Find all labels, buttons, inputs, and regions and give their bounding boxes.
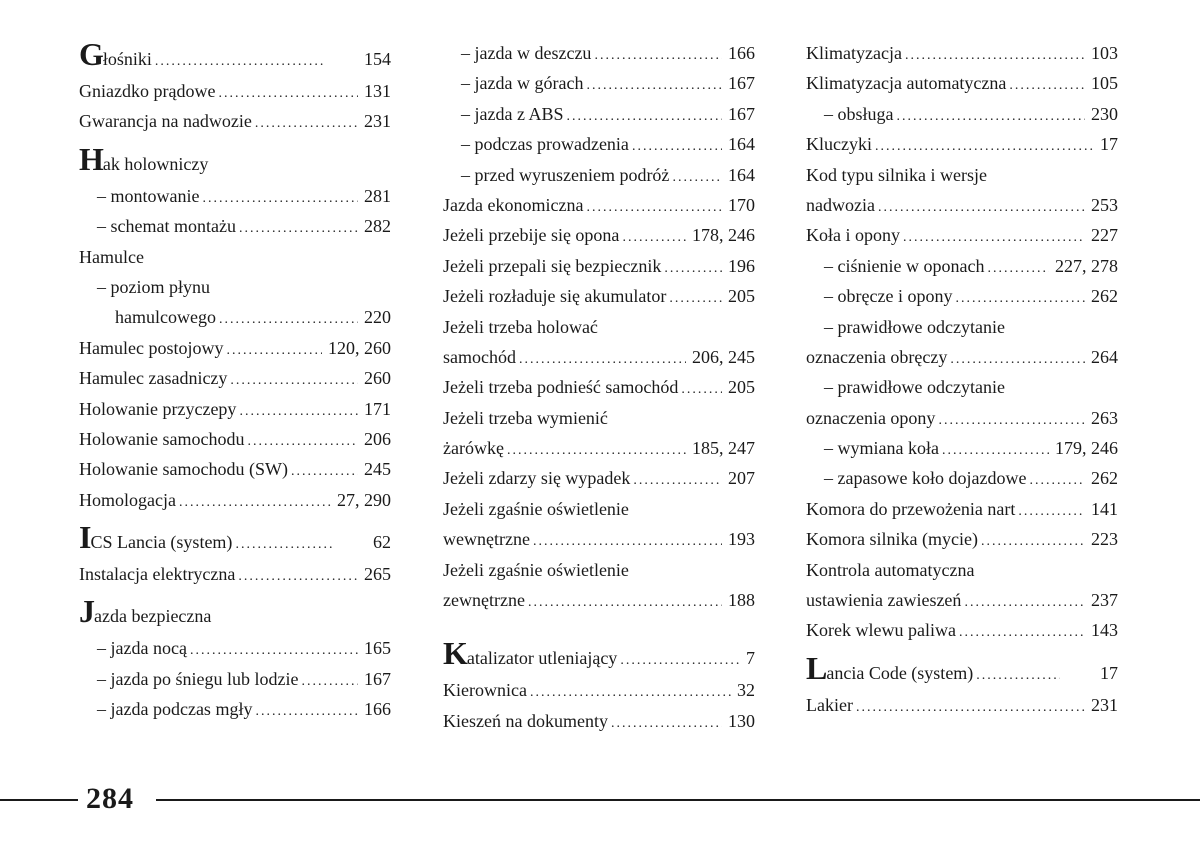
index-entry [443,403,755,433]
dot-leader [632,132,722,162]
index-entry-page: 193 [728,529,755,550]
index-entry-page: 262 [1091,468,1118,489]
index-entry-page: 120, 260 [328,337,391,358]
index-entry-page: 143 [1091,620,1118,641]
index-entry-label [806,649,974,693]
index-entry-label: – wymiana koła [824,438,939,459]
index-entry [806,99,1118,129]
index-entry-label: Jeżeli zgaśnie oświetlenie [443,559,629,580]
index-entry [79,211,391,241]
index-entry-label: – jazda nocą [97,638,187,659]
dot-leader [681,375,722,405]
index-entry [806,251,1118,281]
index-entry-page: 263 [1091,407,1118,428]
index-entry-label: – poziom płynu [97,276,210,297]
dot-leader [530,678,731,708]
section-term: łośniki [102,49,152,69]
dot-leader [976,656,1060,696]
dot-leader [938,406,1085,436]
index-entry-page: 17 [1100,662,1118,683]
index-entry-page: 141 [1091,498,1118,519]
index-entry-page: 62 [373,532,391,553]
index-entry-label: Holowanie samochodu (SW) [79,459,288,480]
index-entry-label: – schemat montażu [97,216,236,237]
index-entry-label: – zapasowe koło dojazdowe [824,468,1027,489]
index-entry-page: 131 [364,81,391,101]
index-entry-label: hamulcowego [115,307,216,328]
index-entry [443,38,755,68]
index-entry-label: Gwarancja na nadwozie [79,111,252,132]
index-entry-label: – jazda podczas mgły [97,699,253,720]
dot-leader [669,284,722,314]
dot-leader [622,223,686,253]
index-entry-label: Holowanie samochodu [79,428,245,449]
index-entry-page: 170 [728,194,755,215]
dot-leader [239,214,358,244]
index-entry-label: – prawidłowe odczytanie [824,316,1005,337]
index-entry-label: Klimatyzacja [806,43,902,63]
index-entry-label: nadwozia [806,194,875,215]
index-entry-page: 231 [364,111,391,132]
index-entry [79,694,391,724]
dot-leader [218,79,358,109]
index-entry [806,129,1118,159]
index-entry-label: – ciśnienie w oponach [824,255,985,276]
dot-leader [1018,497,1085,527]
index-entry [806,555,1118,585]
dot-leader [507,436,686,466]
index-entry [79,424,391,454]
dot-leader [955,284,1085,314]
index-entry [806,494,1118,524]
index-column-1 [79,38,391,725]
index-entry-page: 167 [364,668,391,689]
index-entry-page: 281 [364,185,391,206]
index-entry-page: 17 [1100,134,1118,155]
section-initial: I [79,519,91,556]
index-entry-page: 206 [364,428,391,449]
index-entry [443,281,755,311]
index-entry [443,160,755,190]
dot-leader [202,184,358,214]
index-entry [443,190,755,220]
index-entry-label: oznaczenia opony [806,407,936,428]
index-entry [79,76,391,106]
index-entry [443,637,755,675]
index-entry-page: 167 [728,73,755,94]
index-entry-page: 179, 246 [1055,438,1118,459]
index-entry-page: 260 [364,368,391,389]
index-entry-page: 166 [364,699,391,720]
index-entry [443,555,755,585]
index-entry-page: 227 [1091,225,1118,246]
index-entry-label: – jazda po śniegu lub lodzie [97,668,299,689]
index-entry [443,372,755,402]
index-entry-page: 230 [1091,103,1118,124]
dot-leader [964,588,1085,618]
dot-leader [987,254,1049,284]
dot-leader [226,336,322,366]
index-entry-page: 130 [728,710,755,731]
dot-leader [1029,466,1085,496]
section-initial: L [806,649,827,686]
index-entry-page: 171 [364,398,391,419]
index-entry [443,129,755,159]
dot-leader [586,71,722,101]
index-entry [443,494,755,524]
index-entry-label: – jazda w deszczu [461,43,592,63]
section-initial: G [79,36,103,72]
index-entry-label: wewnętrzne [443,529,530,550]
dot-leader [235,525,333,565]
dot-leader [942,436,1049,466]
index-entry [806,190,1118,220]
index-entry [79,664,391,694]
index-entry-label: Jeżeli rozładuje się akumulator [443,286,667,307]
index-entry [79,106,391,136]
index-entry-label: Holowanie przyczepy [79,398,237,419]
index-entry-page: 178, 246 [692,225,755,246]
index-entry-label: oznaczenia obręczy [806,346,948,367]
index-entry-label: Jeżeli przepali się bezpiecznik [443,255,662,276]
index-entry-label [79,38,152,79]
index-entry [806,585,1118,615]
index-entry-page: 223 [1091,529,1118,550]
dot-leader [219,305,358,335]
dot-leader [981,527,1085,557]
index-entry-page: 282 [364,216,391,237]
index-entry-label: samochód [443,346,516,367]
index-entry [79,633,391,663]
index-entry [79,595,391,633]
dot-leader [594,41,722,71]
index-entry-label: Korek wlewu paliwa [806,620,956,641]
index-entry-page: 245 [364,459,391,480]
dot-leader [672,163,722,193]
index-entry-label: Kluczyki [806,134,872,155]
dot-leader [903,223,1085,253]
index-entry [79,38,391,76]
index-entry [79,242,391,272]
section-initial: H [79,140,103,177]
section-initial: K [443,635,467,672]
index-entry-label [79,140,209,184]
index-entry-label: Jeżeli zgaśnie oświetlenie [443,498,629,519]
index-entry-label: Jeżeli trzeba wymienić [443,407,608,428]
footer-rule-right [156,799,1200,801]
dot-leader [238,562,358,592]
index-entry-page: 262 [1091,286,1118,307]
index-entry [806,312,1118,342]
index-entry-page: 253 [1091,194,1118,215]
index-entry [806,524,1118,554]
index-entry-label: Jeżeli przebije się opona [443,225,620,246]
index-entry-label: Kieszeń na dokumenty [443,710,608,731]
section-term: CS Lancia (system) [90,532,233,553]
index-entry-page: 265 [364,564,391,585]
dot-leader [255,109,358,139]
section-term: ak holowniczy [102,153,209,174]
index-entry-label: – jazda z ABS [461,103,564,124]
index-entry-page: 231 [1091,694,1118,715]
index-entry-label: Hamulec zasadniczy [79,368,228,389]
dot-leader [611,709,722,739]
index-entry [806,342,1118,372]
section-term: azda bezpieczna [94,606,212,627]
section-term: atalizator utleniający [466,648,618,669]
dot-leader [878,193,1085,223]
index-entry [443,524,755,554]
section-initial: J [79,593,94,630]
dot-leader [897,102,1086,132]
index-entry-label: Jeżeli trzeba holować [443,316,598,337]
index-entry [443,312,755,342]
index-entry [806,220,1118,250]
index-entry-label: żarówkę [443,438,504,459]
index-entry-page: 207 [728,468,755,489]
index-entry-page: 166 [728,43,755,63]
index-entry [79,521,391,559]
index-entry [79,302,391,332]
index-entry [79,454,391,484]
index-entry-label: Kontrola automatyczna [806,559,975,580]
index-entry-page: 7 [746,648,755,669]
dot-leader [179,488,331,518]
index-entry [443,342,755,372]
index-entry-label [79,595,211,636]
index-entry-label: Lakier [806,694,853,715]
dot-leader [301,667,358,697]
footer-rule-left [0,799,78,801]
index-entry-page: 205 [728,377,755,398]
index-entry-label: Gniazdko prądowe [79,81,216,101]
index-entry-label: Klimatyzacja automatyczna [806,73,1007,94]
dot-leader [633,466,722,496]
index-entry [443,251,755,281]
index-entry [443,99,755,129]
section-term: ancia Code (system) [826,662,974,683]
index-entry-label: Hamulce [79,246,144,267]
index-entry-label: Jazda ekonomiczna [443,194,584,215]
index-entry-page: 185, 247 [692,438,755,459]
index-entry-label: Kierownica [443,680,527,701]
index-entry-page: 220 [364,307,391,328]
index-column-3 [806,38,1118,720]
index-entry-label: Komora silnika (mycie) [806,529,978,550]
index-entry-label: zewnętrzne [443,590,525,611]
index-entry-label: – podczas prowadzenia [461,134,629,155]
dot-leader [875,132,1094,162]
index-entry [443,433,755,463]
index-entry [806,463,1118,493]
index-entry-label: Kod typu silnika i wersje [806,164,987,185]
index-entry [79,181,391,211]
dot-leader [664,254,722,284]
index-entry [443,675,755,705]
index-entry-label: Jeżeli trzeba podnieść samochód [443,377,679,398]
index-entry-label: – obręcze i opony [824,286,953,307]
index-entry [443,220,755,250]
index-entry [79,394,391,424]
index-entry-label [443,637,617,678]
index-entry [806,38,1118,68]
index-entry [79,363,391,393]
index-entry-label: – jazda w górach [461,73,584,94]
index-entry-page: 164 [728,134,755,155]
index-entry-page: 264 [1091,346,1118,367]
index-entry [443,706,755,736]
index-entry [806,615,1118,645]
index-entry-page: 237 [1091,590,1118,611]
index-entry-page: 206, 245 [692,346,755,367]
page-number: 284 [86,782,134,815]
index-entry [806,281,1118,311]
index-entry-page: 154 [364,49,391,69]
index-entry [443,585,755,615]
index-entry [806,649,1118,690]
dot-leader [959,618,1085,648]
index-entry-page: 205 [728,286,755,307]
dot-leader [239,397,358,427]
dot-leader [905,41,1085,71]
dot-leader [255,697,358,727]
dot-leader [620,641,740,681]
index-entry-page: 165 [364,638,391,659]
dot-leader [950,345,1085,375]
index-entry [79,559,391,589]
index-entry-label: – przed wyruszeniem podróż [461,164,670,185]
index-entry [443,68,755,98]
index-entry-page: 227, 278 [1055,255,1118,276]
dot-leader [291,457,358,487]
index-entry-page: 164 [728,164,755,185]
index-entry [806,160,1118,190]
index-entry-label: ustawienia zawieszeń [806,590,962,611]
index-entry-label: Koła i opony [806,225,900,246]
index-entry-label: Hamulec postojowy [79,337,224,358]
index-entry [806,68,1118,98]
dot-leader [586,193,722,223]
index-entry-label: – prawidłowe odczytanie [824,377,1005,398]
index-column-2 [443,38,755,736]
index-entry-label: Homologacja [79,489,176,510]
index-entry-page: 27, 290 [337,489,391,510]
dot-leader [533,527,722,557]
index-entry-label: – obsługa [824,103,894,124]
dot-leader [230,366,358,396]
index-entry [79,333,391,363]
index-entry [806,433,1118,463]
index-entry [806,403,1118,433]
index-entry-page: 167 [728,103,755,124]
dot-leader [528,588,722,618]
index-entry-label: Komora do przewożenia nart [806,498,1016,519]
dot-leader [566,102,722,132]
index-entry-page: 188 [728,590,755,611]
dot-leader [856,693,1085,723]
index-entry [806,372,1118,402]
index-entry-label: Instalacja elektryczna [79,564,236,585]
dot-leader [190,636,358,666]
index-entry-page: 105 [1091,73,1118,94]
index-entry-page: 196 [728,255,755,276]
index-entry [79,140,391,181]
index-entry-label: – montowanie [97,185,200,206]
index-entry-label [79,521,232,562]
index-entry [79,272,391,302]
index-entry [79,485,391,515]
index-entry [443,463,755,493]
dot-leader [247,427,358,457]
index-entry-page: 103 [1091,43,1118,63]
dot-leader [1009,71,1085,101]
index-entry-page: 32 [737,680,755,701]
index-entry-label: Jeżeli zdarzy się wypadek [443,468,631,489]
index-entry [806,690,1118,720]
dot-leader [519,345,686,375]
